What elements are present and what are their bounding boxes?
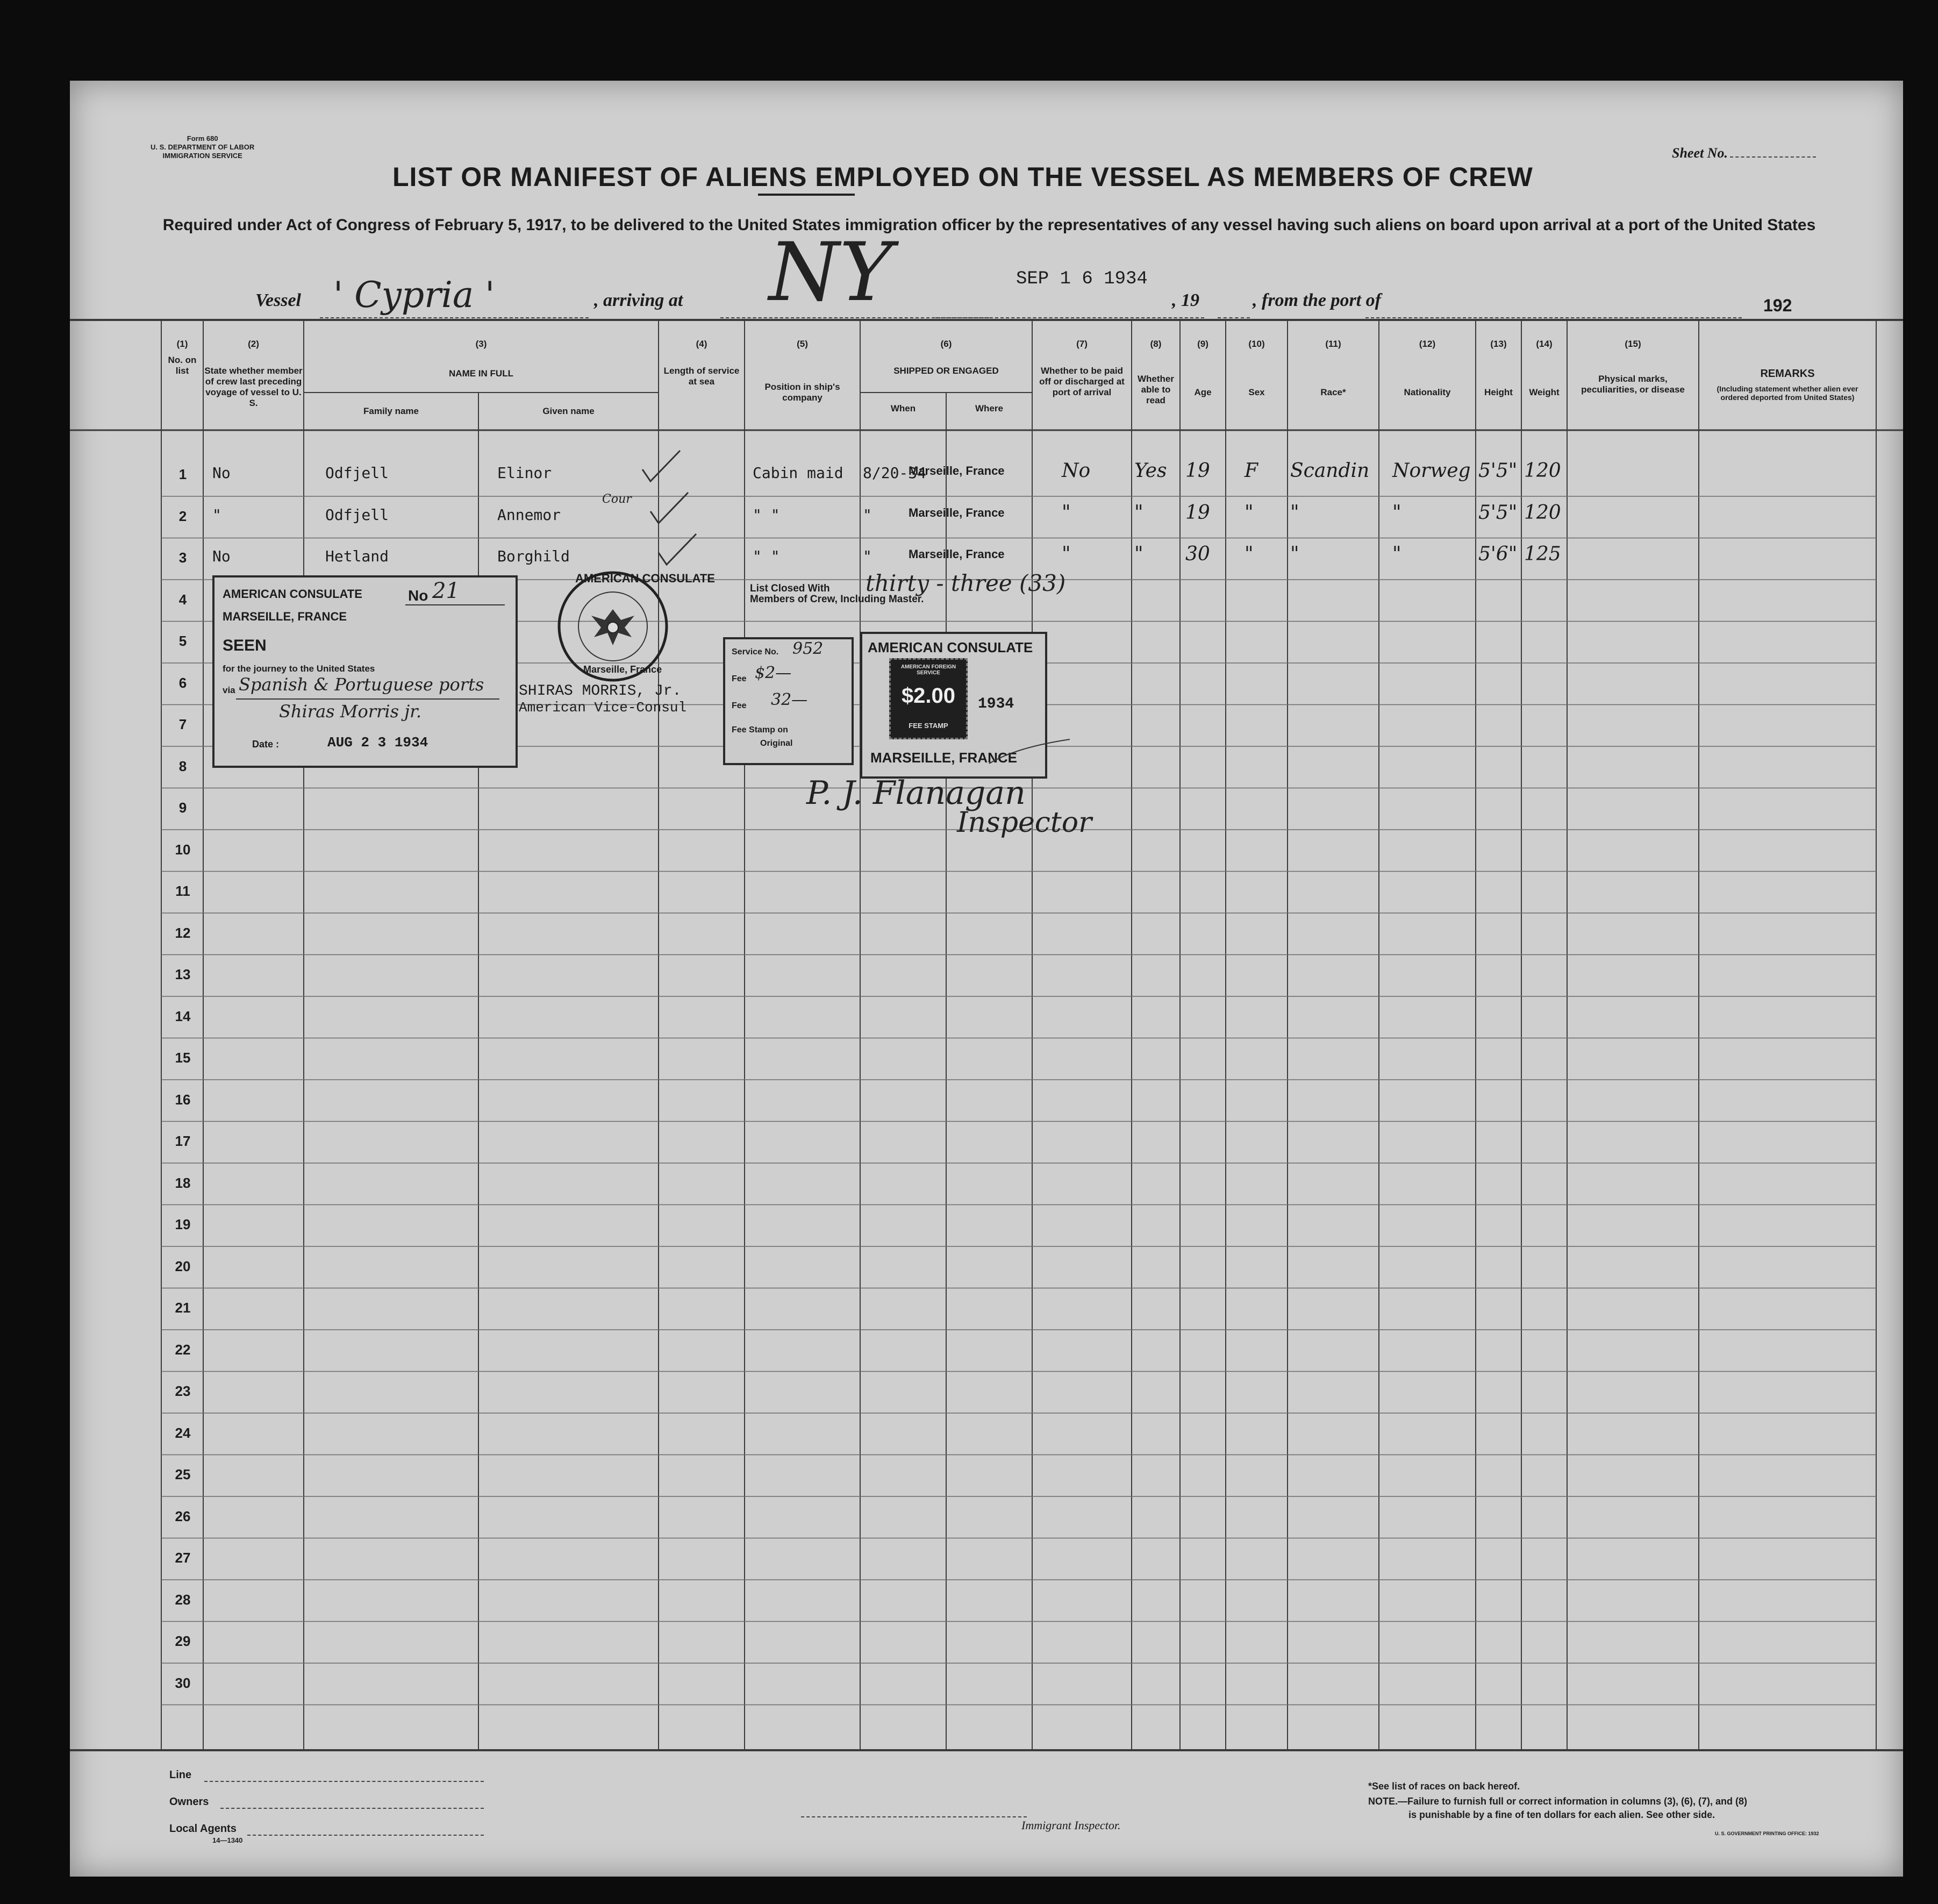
shipped-where-cell: Marseille, France xyxy=(909,464,1005,477)
row-number: 23 xyxy=(175,1383,191,1399)
col-10-label: Sex xyxy=(1248,387,1265,397)
list-closed-value: thirty - three (33) xyxy=(866,570,1066,596)
consulate-via-label: via xyxy=(223,685,235,695)
vice-consul-title: American Vice-Consul xyxy=(519,700,687,716)
inspector-title: Inspector xyxy=(957,807,1092,839)
consulate-no-label: No xyxy=(408,587,428,604)
given-name-cell: Elinor xyxy=(497,464,552,482)
col-4-label: Length of service at sea xyxy=(663,366,740,387)
col-3-num: (3) xyxy=(475,339,487,349)
sex-cell: " xyxy=(1245,501,1254,524)
fee-stamp-1: Fee Stamp on xyxy=(732,725,788,734)
service: IMMIGRATION SERVICE xyxy=(162,152,242,160)
consulate-via: Spanish & Portuguese ports xyxy=(239,674,484,695)
col-5-label: Position in ship's company xyxy=(764,382,840,403)
fee-stamp-bottom: FEE STAMP xyxy=(909,722,948,730)
remarks-sub: (Including statement whether alien ever ordered deported from United States) xyxy=(1717,384,1858,402)
shipped-when-cell: 8/20-34 xyxy=(863,464,927,482)
race-cell: " xyxy=(1290,543,1299,565)
footer-note-1: NOTE.—Failure to furnish full or correct information in columns (3), (6), (7), and (8) xyxy=(1368,1796,1748,1807)
col-3-label: NAME IN FULL xyxy=(449,368,513,379)
fee-stamp xyxy=(889,658,968,739)
prev-voyage-cell: No xyxy=(212,547,231,565)
fee-stamp-header: AMERICAN CONSULATE xyxy=(868,639,1033,655)
paid-off-cell: " xyxy=(1062,543,1071,565)
col-5-num: (5) xyxy=(797,339,808,349)
remarks-label: REMARKS xyxy=(1760,368,1815,380)
col-3-family: Family name xyxy=(363,406,419,416)
sheet-no-label: Sheet No. xyxy=(1672,145,1728,161)
from-port-label: , from the port of xyxy=(1253,290,1381,310)
height-cell: 5'5" xyxy=(1478,460,1518,482)
check-mark-icon xyxy=(640,448,683,486)
list-closed xyxy=(750,570,1066,605)
able-to-read-cell: Yes xyxy=(1134,460,1167,482)
consulate-line2: MARSEILLE, FRANCE xyxy=(223,610,347,623)
row-number: 28 xyxy=(175,1591,191,1608)
row-number: 29 xyxy=(175,1633,191,1649)
weight-cell: 120 xyxy=(1524,460,1561,482)
given-name-cell: Annemor xyxy=(497,505,561,524)
fee-label: Fee xyxy=(732,674,747,683)
col-14-num: (14) xyxy=(1536,339,1553,349)
row-number: 14 xyxy=(175,1008,191,1024)
weight-cell: 125 xyxy=(1524,543,1561,565)
col-12-num: (12) xyxy=(1419,339,1436,349)
row-number: 9 xyxy=(178,800,187,816)
department: U. S. DEPARTMENT OF LABOR xyxy=(151,143,255,151)
vessel-label: Vessel xyxy=(255,290,301,310)
col-4-num: (4) xyxy=(696,339,707,349)
family-name-cell: Odfjell xyxy=(325,464,389,482)
fee-stamp-footer: MARSEILLE, FRANCE xyxy=(870,750,1017,766)
position-cell: Cabin maid xyxy=(753,464,843,482)
fee-stamp-2: Original xyxy=(760,739,793,748)
consulate-line1: AMERICAN CONSULATE xyxy=(223,587,362,601)
row-number: 3 xyxy=(178,550,187,566)
position-cell: " " xyxy=(753,547,780,565)
col-1-num: (1) xyxy=(176,339,188,349)
col-10-num: (10) xyxy=(1248,339,1265,349)
row-number: 12 xyxy=(175,924,191,941)
row-number: 20 xyxy=(175,1258,191,1274)
age-cell: 30 xyxy=(1185,543,1210,565)
row-number: 17 xyxy=(175,1133,191,1149)
inspector-signature-block xyxy=(806,774,1092,839)
row-number: 2 xyxy=(178,508,187,524)
consulate-journey: for the journey to the United States xyxy=(223,664,375,674)
able-to-read-cell: " xyxy=(1134,501,1143,524)
page-title: LIST OR MANIFEST OF ALIENS EMPLOYED ON THE VESSEL AS MEMBERS OF CREW xyxy=(392,162,1533,192)
age-cell: 19 xyxy=(1185,460,1210,482)
col-6-when: When xyxy=(890,403,916,413)
col-8-num: (8) xyxy=(1150,339,1162,349)
seal-bottom: Marseille, France xyxy=(583,664,662,675)
shipped-when-cell: " xyxy=(863,505,872,524)
col-3-given: Given name xyxy=(542,406,595,416)
row-number: 10 xyxy=(175,841,191,858)
row-number: 25 xyxy=(175,1466,191,1482)
sex-cell: " xyxy=(1245,543,1254,565)
consulate-date-label: Date : xyxy=(252,739,280,750)
row-number: 1 xyxy=(178,466,187,482)
footer-printer: U. S. GOVERNMENT PRINTING OFFICE: 1932 xyxy=(1715,1831,1819,1836)
col-14-label: Weight xyxy=(1529,387,1560,397)
position-cell: " " xyxy=(753,505,780,524)
col-6-num: (6) xyxy=(940,339,952,349)
vice-consul xyxy=(519,683,686,716)
col-13-label: Height xyxy=(1484,387,1513,397)
service-no-label: Service No. xyxy=(732,647,779,657)
row-number: 22 xyxy=(175,1341,191,1358)
consulate-date: AUG 2 3 1934 xyxy=(327,734,428,751)
height-cell: 5'5" xyxy=(1478,501,1518,524)
prev-voyage-cell: " xyxy=(212,505,221,524)
shipped-when-cell: " xyxy=(863,547,872,565)
consulate-number: 21 xyxy=(432,579,460,603)
col-13-num: (13) xyxy=(1490,339,1507,349)
fee-value: $2— xyxy=(755,664,792,682)
footer-owners-label: Owners xyxy=(169,1796,209,1808)
footer-line-label: Line xyxy=(169,1769,192,1781)
consulate-seal xyxy=(554,567,715,686)
signature-flourish xyxy=(984,737,1075,769)
list-closed-label-2: Members of Crew, Including Master. xyxy=(750,594,924,605)
date-stamp: SEP 1 6 1934 xyxy=(1016,269,1148,289)
able-to-read-cell: " xyxy=(1134,543,1143,565)
paid-off-cell: No xyxy=(1062,460,1091,482)
row-number: 18 xyxy=(175,1174,191,1191)
seal-top: AMERICAN CONSULATE xyxy=(575,572,715,585)
col-7-num: (7) xyxy=(1076,339,1088,349)
row-number: 30 xyxy=(175,1674,191,1691)
race-cell: Scandin xyxy=(1290,460,1370,482)
row-number: 15 xyxy=(175,1050,191,1066)
service-fee-box xyxy=(723,637,854,765)
row-number: 11 xyxy=(175,883,190,899)
row-number: 13 xyxy=(175,966,191,982)
row-number: 21 xyxy=(175,1300,191,1316)
col-11-num: (11) xyxy=(1325,339,1341,349)
race-cell: " xyxy=(1290,501,1299,524)
page-subtitle: Required under Act of Congress of February 5, 1917, to be delivered to the United States immigration officer by the representatives of any vessel having such aliens on board upon arrival at a port of the United States xyxy=(162,216,1816,234)
footer-agents-code: 14—1340 xyxy=(212,1836,243,1844)
service-no: 952 xyxy=(792,639,824,658)
row-number: 6 xyxy=(178,674,187,691)
nationality-cell: " xyxy=(1392,543,1401,565)
fee-mark: Fee xyxy=(732,701,747,710)
paid-off-cell: " xyxy=(1062,501,1071,524)
col-12-label: Nationality xyxy=(1404,387,1451,397)
arriving-label: , arriving at xyxy=(594,290,683,310)
col-8-label: Whether able to read xyxy=(1138,374,1174,405)
row-number: 5 xyxy=(178,633,187,649)
prev-voyage-cell: No xyxy=(212,464,231,482)
given-name-cell: Borghild xyxy=(497,547,570,565)
manifest-sheet xyxy=(70,81,1903,1877)
row-number: 26 xyxy=(175,1508,191,1524)
col-6-where: Where xyxy=(975,403,1003,413)
row-number: 19 xyxy=(175,1216,191,1232)
height-cell: 5'6" xyxy=(1478,543,1518,565)
row-number: 24 xyxy=(175,1424,191,1441)
footer-note-races: *See list of races on back hereof. xyxy=(1368,1781,1520,1792)
arriving-at: NY xyxy=(769,226,893,319)
fr-value: 32— xyxy=(771,690,808,709)
row-number: 27 xyxy=(175,1550,191,1566)
consulate-stamp-box xyxy=(212,575,518,768)
footer-note-2: is punishable by a fine of ten dollars for each alien. See other side. xyxy=(1408,1809,1715,1820)
row-number: 16 xyxy=(175,1091,191,1108)
col-2-label: State whether member of crew last preceding voyage of vessel to U. S. xyxy=(204,366,303,408)
manifest-grid xyxy=(70,81,1903,1877)
row-number: 8 xyxy=(178,758,187,774)
form-number: Form 680 xyxy=(187,134,218,142)
row-number: 7 xyxy=(178,716,187,732)
sex-cell: F xyxy=(1245,460,1258,482)
nationality-cell: " xyxy=(1392,501,1401,524)
footer-agents-label: Local Agents xyxy=(169,1823,237,1835)
fee-stamp-amount: $2.00 xyxy=(901,684,956,708)
inspector-signature: P. J. Flanagan xyxy=(806,774,1026,812)
consulate-signature: Shiras Morris jr. xyxy=(279,701,422,722)
family-name-cell: Odfjell xyxy=(325,505,389,524)
year-label: , 19 xyxy=(1172,290,1199,310)
col-7-label: Whether to be paid off or discharged at port of arrival xyxy=(1039,366,1125,397)
col-1-label: No. on list xyxy=(168,355,197,376)
col-11-label: Race* xyxy=(1320,387,1346,397)
fee-stamp-top: AMERICAN FOREIGN SERVICE xyxy=(900,664,956,676)
page-number: 192 xyxy=(1763,296,1792,315)
consulate-seen: SEEN xyxy=(223,637,267,654)
shipped-where-cell: Marseille, France xyxy=(909,505,1005,519)
shipped-where-cell: Marseille, France xyxy=(909,547,1005,561)
nationality-cell: Norweg xyxy=(1392,460,1471,482)
col-15-num: (15) xyxy=(1625,339,1641,349)
vice-consul-name: SHIRAS MORRIS, Jr. xyxy=(519,683,682,700)
col-6-label: SHIPPED OR ENGAGED xyxy=(893,366,999,376)
family-name-cell: Hetland xyxy=(325,547,389,565)
fee-stamp-year: 1934 xyxy=(978,696,1014,712)
vessel-name: ' Cypria ' xyxy=(333,274,495,316)
col-9-label: Age xyxy=(1194,387,1212,397)
list-closed-label-1: List Closed With xyxy=(750,583,830,594)
col-9-num: (9) xyxy=(1197,339,1208,349)
check-mark-icon xyxy=(656,531,699,569)
row-number: 4 xyxy=(178,591,187,608)
weight-cell: 120 xyxy=(1524,501,1561,524)
col-2-num: (2) xyxy=(248,339,259,349)
footer-inspector-label: Immigrant Inspector. xyxy=(1021,1819,1121,1832)
check-mark-icon xyxy=(648,490,691,527)
age-cell: 19 xyxy=(1185,501,1210,524)
col-15-label: Physical marks, peculiarities, or disease xyxy=(1581,374,1685,395)
given-name-note: Cour xyxy=(602,492,632,506)
